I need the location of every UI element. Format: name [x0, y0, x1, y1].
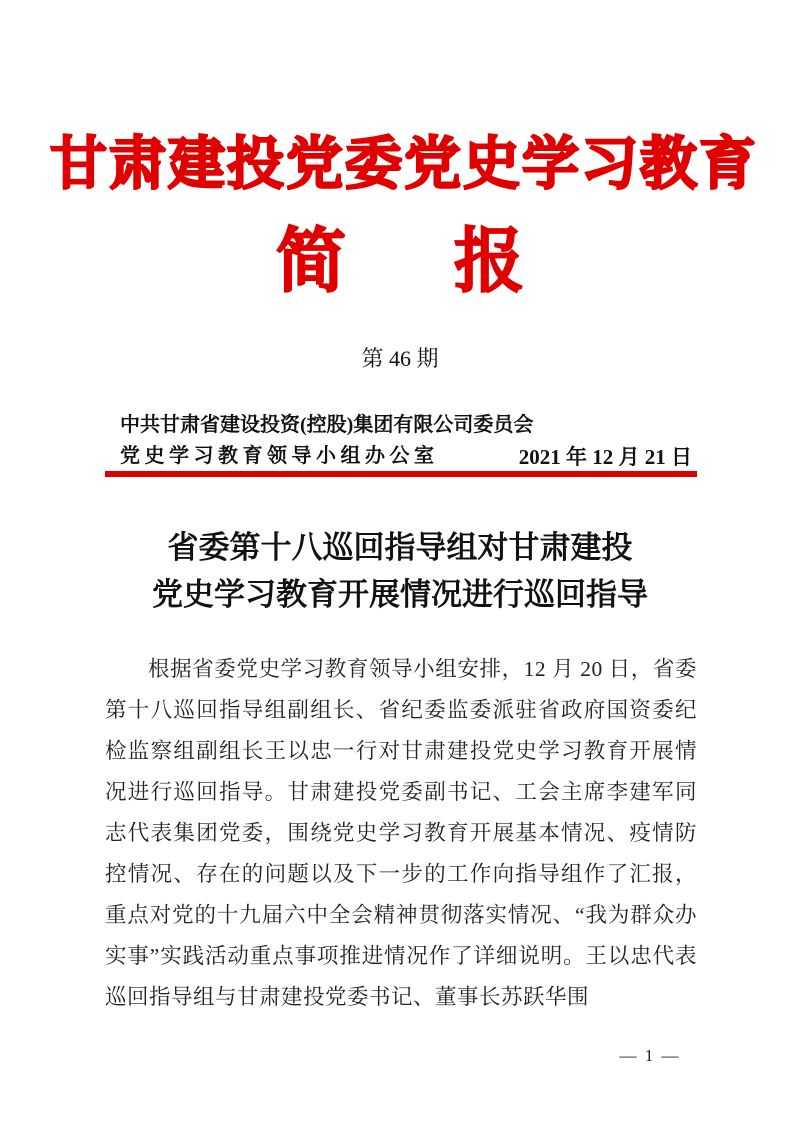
- article-title-line1: 省委第十八巡回指导组对甘肃建投: [167, 530, 633, 565]
- masthead-subtitle-char2: 报: [454, 224, 524, 301]
- page-number: — 1 —: [619, 1046, 681, 1065]
- article-paragraph: 根据省委党史学习教育领导小组安排，12 月 20 日，省委第十八巡回指导组副组长、省纪委监委派驻省政府国资委纪检监察组副组长王以忠一行对甘肃建投党史学习教育开展情况进行巡回指导。甘肃建投党委副书记、工会主席李建军同志代表集团党委，围绕党史学习教育开展基本情况、疫情防控情况、存在的问题以及下一步的工作向指导组作了汇报，重点对党的十九届六中全会精神贯彻落实情况、“我为群众办实事”实践活动重点事项推进情况作了详细说明。王以忠代表巡回指导组与甘肃建投党委书记、董事长苏跃华围: [105, 657, 697, 1009]
- masthead-divider-rule: [105, 471, 697, 477]
- article-title-line2: 党史学习教育开展情况进行巡回指导: [152, 577, 648, 612]
- masthead-title: 甘肃建投党委党史学习教育: [50, 132, 758, 196]
- issuer-organization: 中共甘肃省建设投资(控股)集团有限公司委员会: [120, 414, 534, 436]
- issue-date: 2021 年 12 月 21 日: [518, 445, 692, 469]
- issuer-office: 党史学习教育领导小组办公室: [120, 445, 439, 467]
- issue-number: 第 46 期: [361, 346, 439, 371]
- masthead-subtitle: [0, 205, 800, 306]
- masthead-subtitle-char1: 简: [276, 224, 346, 301]
- article-title: [50, 524, 750, 618]
